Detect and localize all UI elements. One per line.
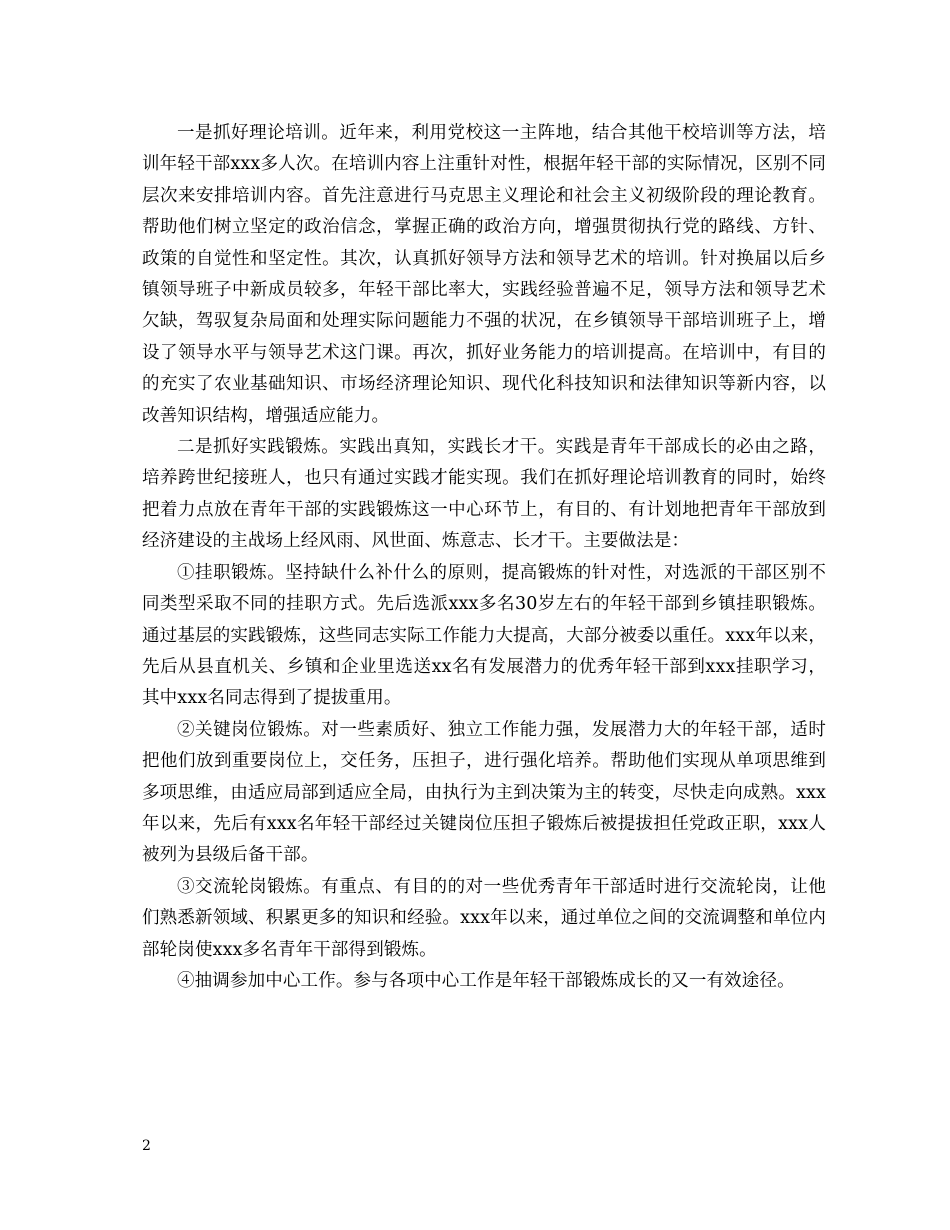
page-number: 2: [142, 1138, 151, 1154]
paragraph-temporary-post: ①挂职锻炼。坚持缺什么补什么的原则，提高锻炼的针对性，对选派的干部区别不同类型采取不同的挂职方式。先后选派xxx多名30岁左右的年轻干部到乡镇挂职锻炼。通过基层的实践锻炼，这些同志实际工作能力大提高，大部分被委以重任。xxx年以来，先后从县直机关、乡镇和企业里选送xx名有发展潜力的优秀年轻干部到xxx挂职学习，其中xxx名同志得到了提拔重用。: [142, 562, 826, 709]
paragraph-theory-training: 一是抓好理论培训。近年来，利用党校这一主阵地，结合其他干校培训等方法，培训年轻干部xxx多人次。在培训内容上注重针对性，根据年轻干部的实际情况，区别不同层次来安排培训内容。首先注意进行马克思主义理论和社会主义初级阶段的理论教育。帮助他们树立坚定的政治信念，掌握正确的政治方向，增强贯彻执行党的路线、方针、政策的自觉性和坚定性。其次，认真抓好领导方法和领导艺术的培训。针对换届以后乡镇领导班子中新成员较多，年轻干部比率大，实践经验普遍不足，领导方法和领导艺术欠缺，驾驭复杂局面和处理实际问题能力不强的状况，在乡镇领导干部培训班子上，增设了领导水平与领导艺术这门课。再次，抓好业务能力的培训提高。在培训中，有目的的充实了农业基础知识、市场经济理论知识、现代化科技知识和法律知识等新内容，以改善知识结构，增强适应能力。: [142, 123, 826, 426]
paragraph-key-position: ②关键岗位锻炼。对一些素质好、独立工作能力强，发展潜力大的年轻干部，适时把他们放到重要岗位上，交任务，压担子，进行强化培养。帮助他们实现从单项思维到多项思维，由适应局部到适应全局，由执行为主到决策为主的转变，尽快走向成熟。xxx年以来，先后有xxx名年轻干部经过关键岗位压担子锻炼后被提拔担任党政正职，xxx人被列为县级后备干部。: [142, 719, 826, 866]
paragraph-central-work: ④抽调参加中心工作。参与各项中心工作是年轻干部锻炼成长的又一有效途径。: [177, 970, 795, 991]
paragraph-job-rotation: ③交流轮岗锻炼。有重点、有目的的对一些优秀青年干部适时进行交流轮岗，让他们熟悉新领域、积累更多的知识和经验。xxx年以来，通过单位之间的交流调整和单位内部轮岗使xxx多名青年干部得到锻炼。: [142, 876, 826, 960]
document-body: [142, 118, 826, 997]
paragraph-practice-training: 二是抓好实践锻炼。实践出真知，实践长才干。实践是青年干部成长的必由之路，培养跨世纪接班人，也只有通过实践才能实现。我们在抓好理论培训教育的同时，始终把着力点放在青年干部的实践锻炼这一中心环节上，有目的、有计划地把青年干部放到经济建设的主战场上经风雨、风世面、炼意志、长才干。主要做法是：: [142, 437, 826, 552]
